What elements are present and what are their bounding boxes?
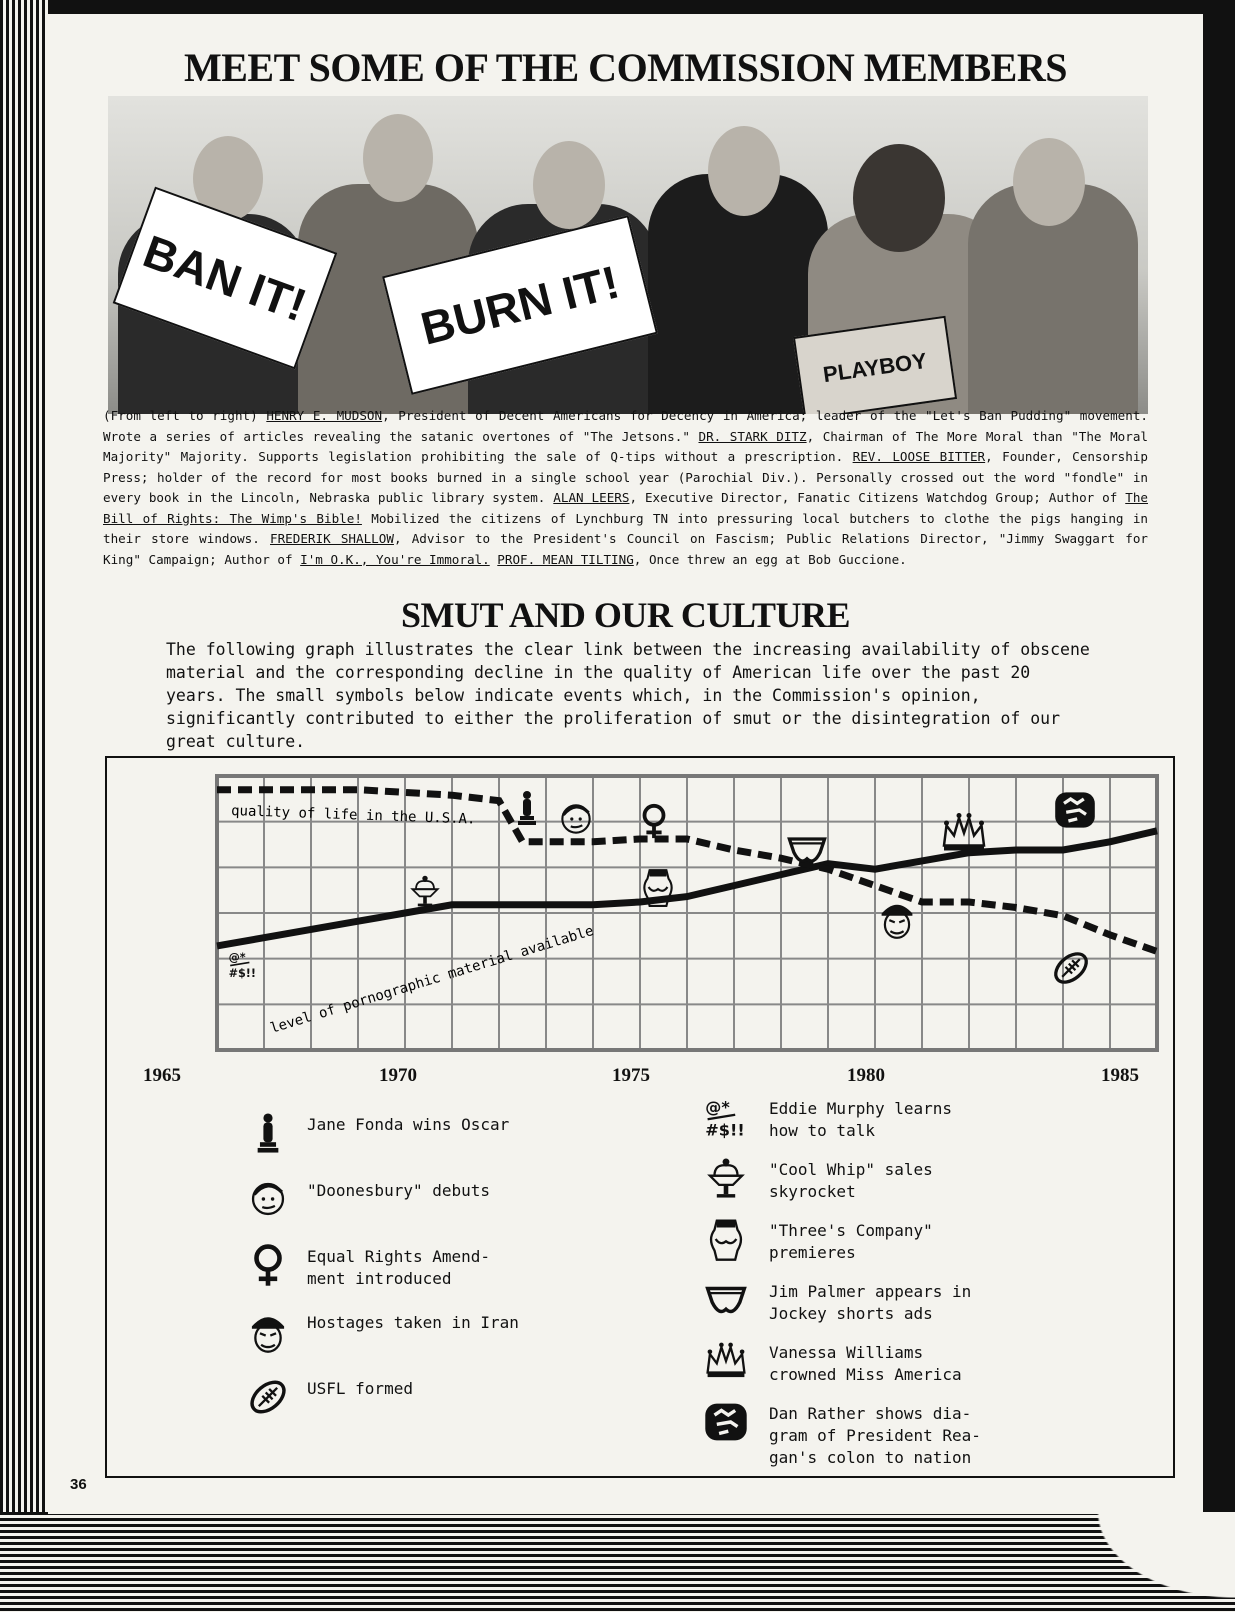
legend-right-label-2: "Three's Company" premieres <box>769 1221 933 1262</box>
member-name-5: FREDERIK SHALLOW <box>270 531 394 546</box>
member-book-4: The Bill of Rights: The Wimp's Bible! <box>103 490 1148 526</box>
x-tick-1975: 1975 <box>612 1065 650 1086</box>
member-desc-3: , Founder, Censorship Press; holder of the record for most books burned in a single school year (Parochial Div.). Personally crossed out the word "fondle" in every book in the Lincoln, Nebraska public library system. <box>103 449 1148 505</box>
member-name-3: REV. LOOSE BITTER <box>852 449 986 464</box>
commission-members-photo <box>108 96 1148 414</box>
ban-it-sign: BAN IT! <box>113 187 338 370</box>
eddie-murphy-icon <box>703 1094 749 1140</box>
section-intro: The following graph illustrates the clear link between the increasing availability of obscene material and the corresponding decline in the quality of American life over the past 20 years. The small symbols below indicate events which, in the Commission's opinion, significantly contributed to either the proliferation of smut or the disintegration of our great culture. <box>166 640 1090 751</box>
legend-left-label-1: "Doonesbury" debuts <box>307 1181 491 1200</box>
svg-text:#$!!: #$!! <box>228 966 256 980</box>
oscar-icon <box>518 791 536 825</box>
page-number: 36 <box>70 1476 87 1493</box>
left-border-stripes <box>0 0 50 1612</box>
legend-left-label-4: USFL formed <box>307 1379 413 1398</box>
oscar-icon <box>245 1110 291 1156</box>
person-2-head <box>363 114 433 202</box>
legend-right-label-4: Vanessa Williams crowned Miss America <box>769 1343 962 1384</box>
member-name-6: PROF. MEAN TILTING <box>497 551 634 567</box>
legend-left-label-0: Jane Fonda wins Oscar <box>307 1115 510 1134</box>
x-tick-1980: 1980 <box>847 1065 885 1086</box>
legend-left-label-2: Equal Rights Amend- ment introduced <box>307 1247 491 1288</box>
member-book-5: I'm O.K., You're Immoral. <box>300 551 490 567</box>
usfl-football-icon <box>245 1374 291 1420</box>
member-desc-5: , Advisor to the President's Council on Fascism; Public Relations Director, "Jimmy Swaggart for King" Campaign; Author of <box>103 531 1148 567</box>
member-desc-1: , President of Decent Americans for Decency in America; leader of the "Let's Ban Pudding" movement. Wrote a series of articles revealing the satanic overtones of "The Jetsons." <box>103 408 1148 444</box>
doonesbury-icon <box>562 805 589 832</box>
playboy-magazine: PLAYBOY <box>793 316 957 414</box>
legend-right-label-1: "Cool Whip" sales skyrocket <box>769 1160 933 1201</box>
reagan-colon-icon <box>1055 792 1095 827</box>
doonesbury-icon <box>245 1176 291 1222</box>
svg-text:@*: @* <box>228 950 246 964</box>
usfl-football-icon <box>1050 948 1091 987</box>
iran-hostages-icon <box>882 905 913 938</box>
photo-caption <box>103 406 1148 570</box>
burn-it-sign: BURN IT! <box>382 215 658 395</box>
miss-america-crown-icon <box>703 1338 749 1384</box>
x-tick-1985: 1985 <box>1101 1065 1139 1086</box>
legend-left-label-3: Hostages taken in Iran <box>307 1313 519 1332</box>
reagan-colon-icon <box>703 1399 749 1445</box>
porn-series-label: level of pornographic material available <box>268 922 596 1037</box>
member-desc-6: , Once threw an egg at Bob Guccione. <box>633 551 907 567</box>
quality-series-label: quality of life in the U.S.A. <box>230 803 476 828</box>
cool-whip-icon <box>412 876 437 907</box>
member-desc-4b: Mobilized the citizens of Lynchburg TN into pressuring local butchers to clothe the pigs hanging in their store windows. <box>103 510 1148 546</box>
cool-whip-icon <box>703 1155 749 1201</box>
eddie-murphy-icon <box>229 951 256 980</box>
person-3-head <box>533 141 605 229</box>
legend-right-label-3: Jim Palmer appears in Jockey shorts ads <box>769 1282 972 1323</box>
x-tick-1970: 1970 <box>379 1065 417 1086</box>
legend-right-label-5: Dan Rather shows dia- gram of President Rea- gan's colon to nation <box>769 1404 981 1467</box>
section-title: SMUT AND OUR CULTURE <box>400 595 851 635</box>
magazine-page <box>48 14 1203 1514</box>
legend-right-label-0: Eddie Murphy learns how to talk <box>769 1099 953 1140</box>
jockey-shorts-icon <box>789 839 824 861</box>
member-desc-4: , Executive Director, Fanatic Citizens Watchdog Group; Author of <box>629 490 1126 505</box>
chart-plot <box>107 758 1173 1088</box>
smut-culture-chart <box>105 756 1175 1478</box>
miss-america-crown-icon <box>944 813 984 851</box>
member-name-4: ALAN LEERS <box>553 490 630 505</box>
bottom-border-stripes <box>0 1512 1235 1612</box>
svg-text:#$!!: #$!! <box>705 1120 745 1140</box>
x-tick-1965: 1965 <box>143 1065 181 1086</box>
caption-intro: (From left to right) <box>103 408 267 423</box>
jockey-shorts-icon <box>703 1277 749 1323</box>
member-name-1: HENRY E. MUDSON <box>266 408 383 423</box>
person-6-head <box>1013 138 1085 226</box>
member-name-2: DR. STARK DITZ <box>698 428 807 444</box>
threes-company-icon <box>703 1216 749 1262</box>
member-desc-2: , Chairman of The More Moral than "The Moral Majority" Majority. Supports legislation prohibiting the sale of Q-tips without a prescription. <box>103 428 1148 464</box>
page-title: MEET SOME OF THE COMMISSION MEMBERS <box>184 45 1067 90</box>
equal-rights-icon <box>245 1242 291 1288</box>
iran-hostages-icon <box>245 1308 291 1354</box>
person-4-head <box>708 126 780 216</box>
person-5-head <box>853 144 945 252</box>
svg-text:@*: @* <box>705 1097 730 1117</box>
